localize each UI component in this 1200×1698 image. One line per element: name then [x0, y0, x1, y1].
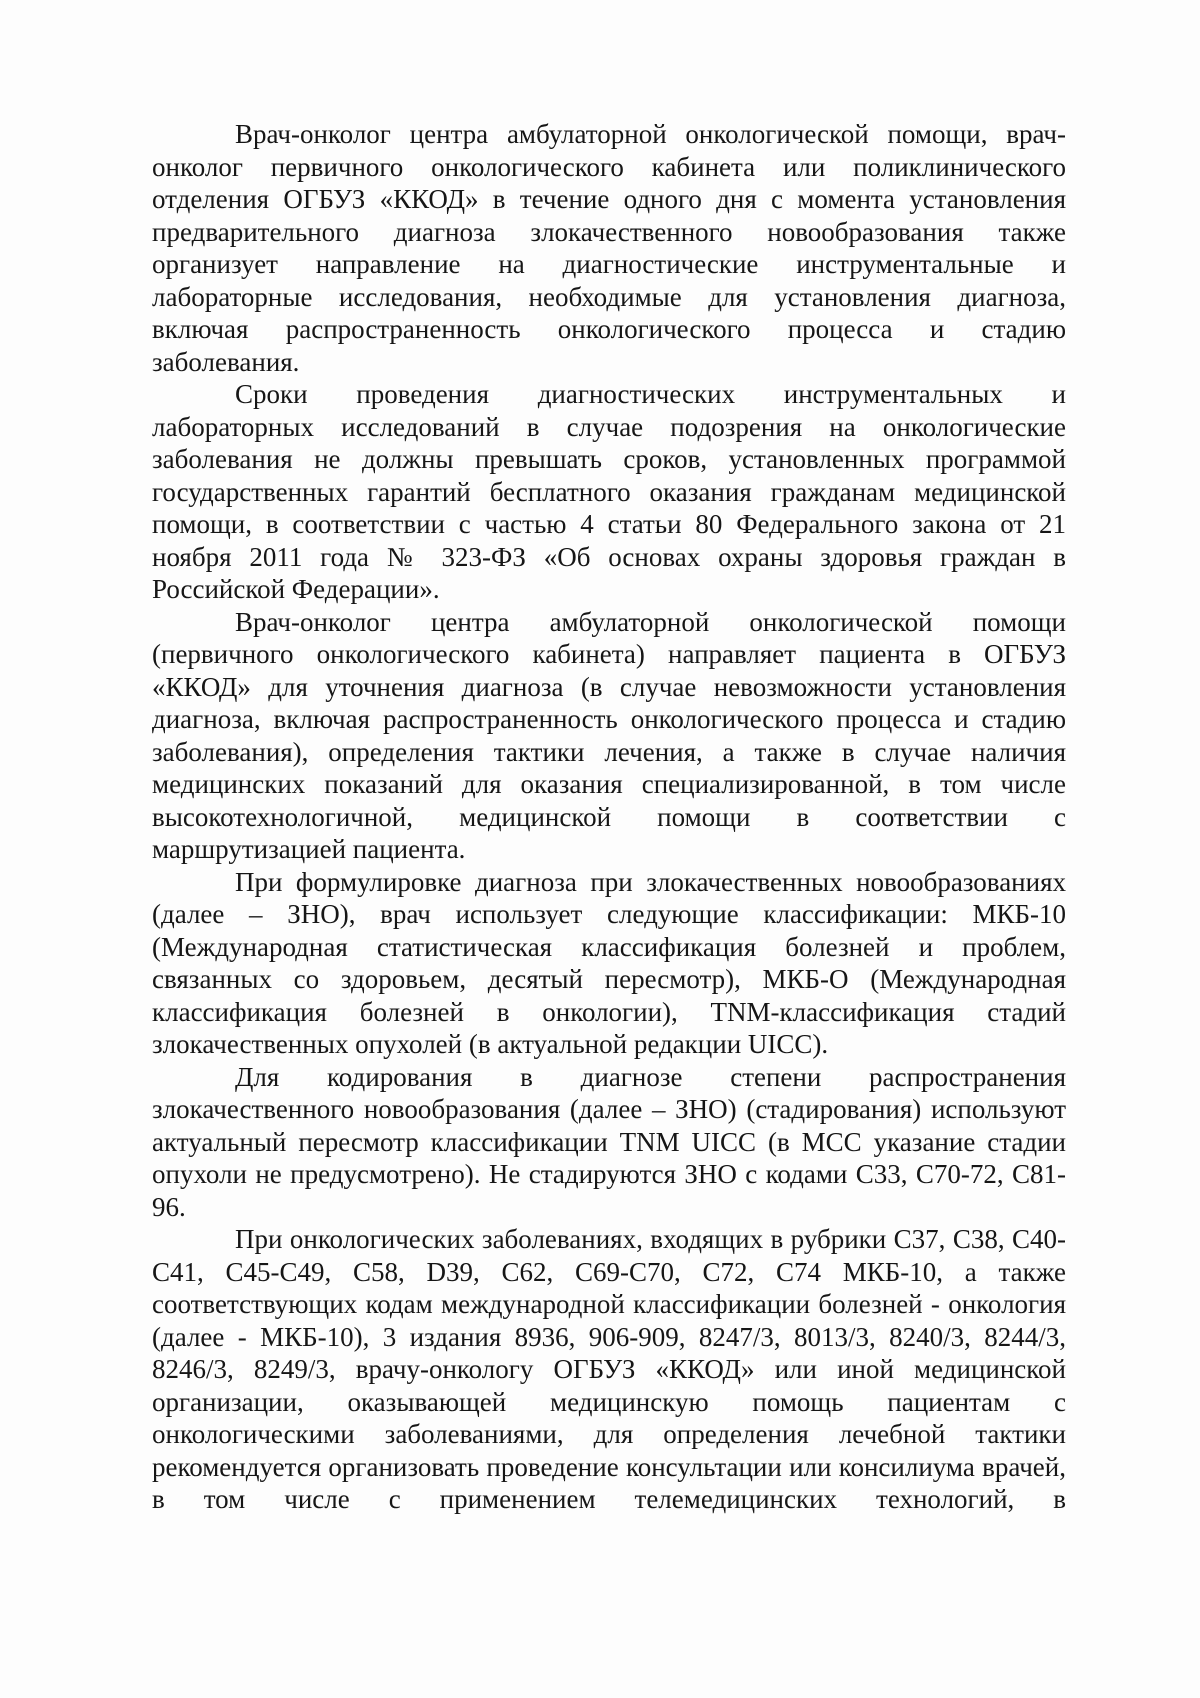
document-body: [152, 118, 1066, 1516]
paragraph-referral-diagnostics: Врач-онколог центра амбулаторной онкологической помощи, врач-онколог первичного онкологического кабинета или поликлинического отделения ОГБУЗ «ККОД» в течение одного дня с момента установления предварительного диагноза злокачественного новообразования также организует направление на диагностические инструментальные и лабораторные исследования, необходимые для установления диагноза, включая распространенность онкологического процесса и стадию заболевания.: [152, 119, 1066, 377]
paragraph-staging-coding: Для кодирования в диагнозе степени распространения злокачественного новообразования (далее – ЗНО) (стадирования) используют актуальный пересмотр классификации TNM UICC (в МСС указание стадии опухоли не предусмотрено). Не стадируются ЗНО с кодами С33, С70-72, С81-96.: [152, 1061, 1066, 1222]
paragraph-diagnostic-deadlines: Сроки проведения диагностических инструментальных и лабораторных исследований в случае подозрения на онкологические заболевания не должны превышать сроков, установленных программой государственных гарантий бесплатного оказания гражданам медицинской помощи, в соответствии с частью 4 статьи 80 Федерального закона от 21 ноября 2011 года № 323-ФЗ «Об основах охраны здоровья граждан в Российской Федерации».: [152, 379, 1066, 604]
paragraph-diagnosis-classifications: При формулировке диагноза при злокачественных новообразованиях (далее – ЗНО), врач использует следующие классификации: МКБ-10 (Международная статистическая классификация болезней и проблем, связанных со здоровьем, десятый пересмотр), МКБ-О (Международная классификация болезней в онкологии), TNM-классификация стадий злокачественных опухолей (в актуальной редакции UICC).: [152, 866, 1066, 1059]
paragraph-patient-referral: Врач-онколог центра амбулаторной онкологической помощи (первичного онкологического кабинета) направляет пациента в ОГБУЗ «ККОД» для уточнения диагноза (в случае невозможности установления диагноза, включая распространенность онкологического процесса и стадию заболевания), определения тактики лечения, а также в случае наличия медицинских показаний для оказания специализированной, в том числе высокотехнологичной, медицинской помощи в соответствии с маршрутизацией пациента.: [152, 606, 1066, 864]
paragraph-consultation-rubrics: При онкологических заболеваниях, входящих в рубрики C37, C38, C40-C41, C45-C49, C58, D39, C62, C69-C70, C72, C74 МКБ-10, а также соответствующих кодам международной классификации болезней - онкология (далее - МКБ-10), 3 издания 8936, 906-909, 8247/3, 8013/3, 8240/3, 8244/3, 8246/3, 8249/3, врачу-онкологу ОГБУЗ «ККОД» или иной медицинской организации, оказывающей медицинскую помощь пациентам с онкологическими заболеваниями, для определения лечебной тактики рекомендуется организовать проведение консультации или консилиума врачей, в том числе с применением телемедицинских технологий, в: [152, 1224, 1066, 1514]
